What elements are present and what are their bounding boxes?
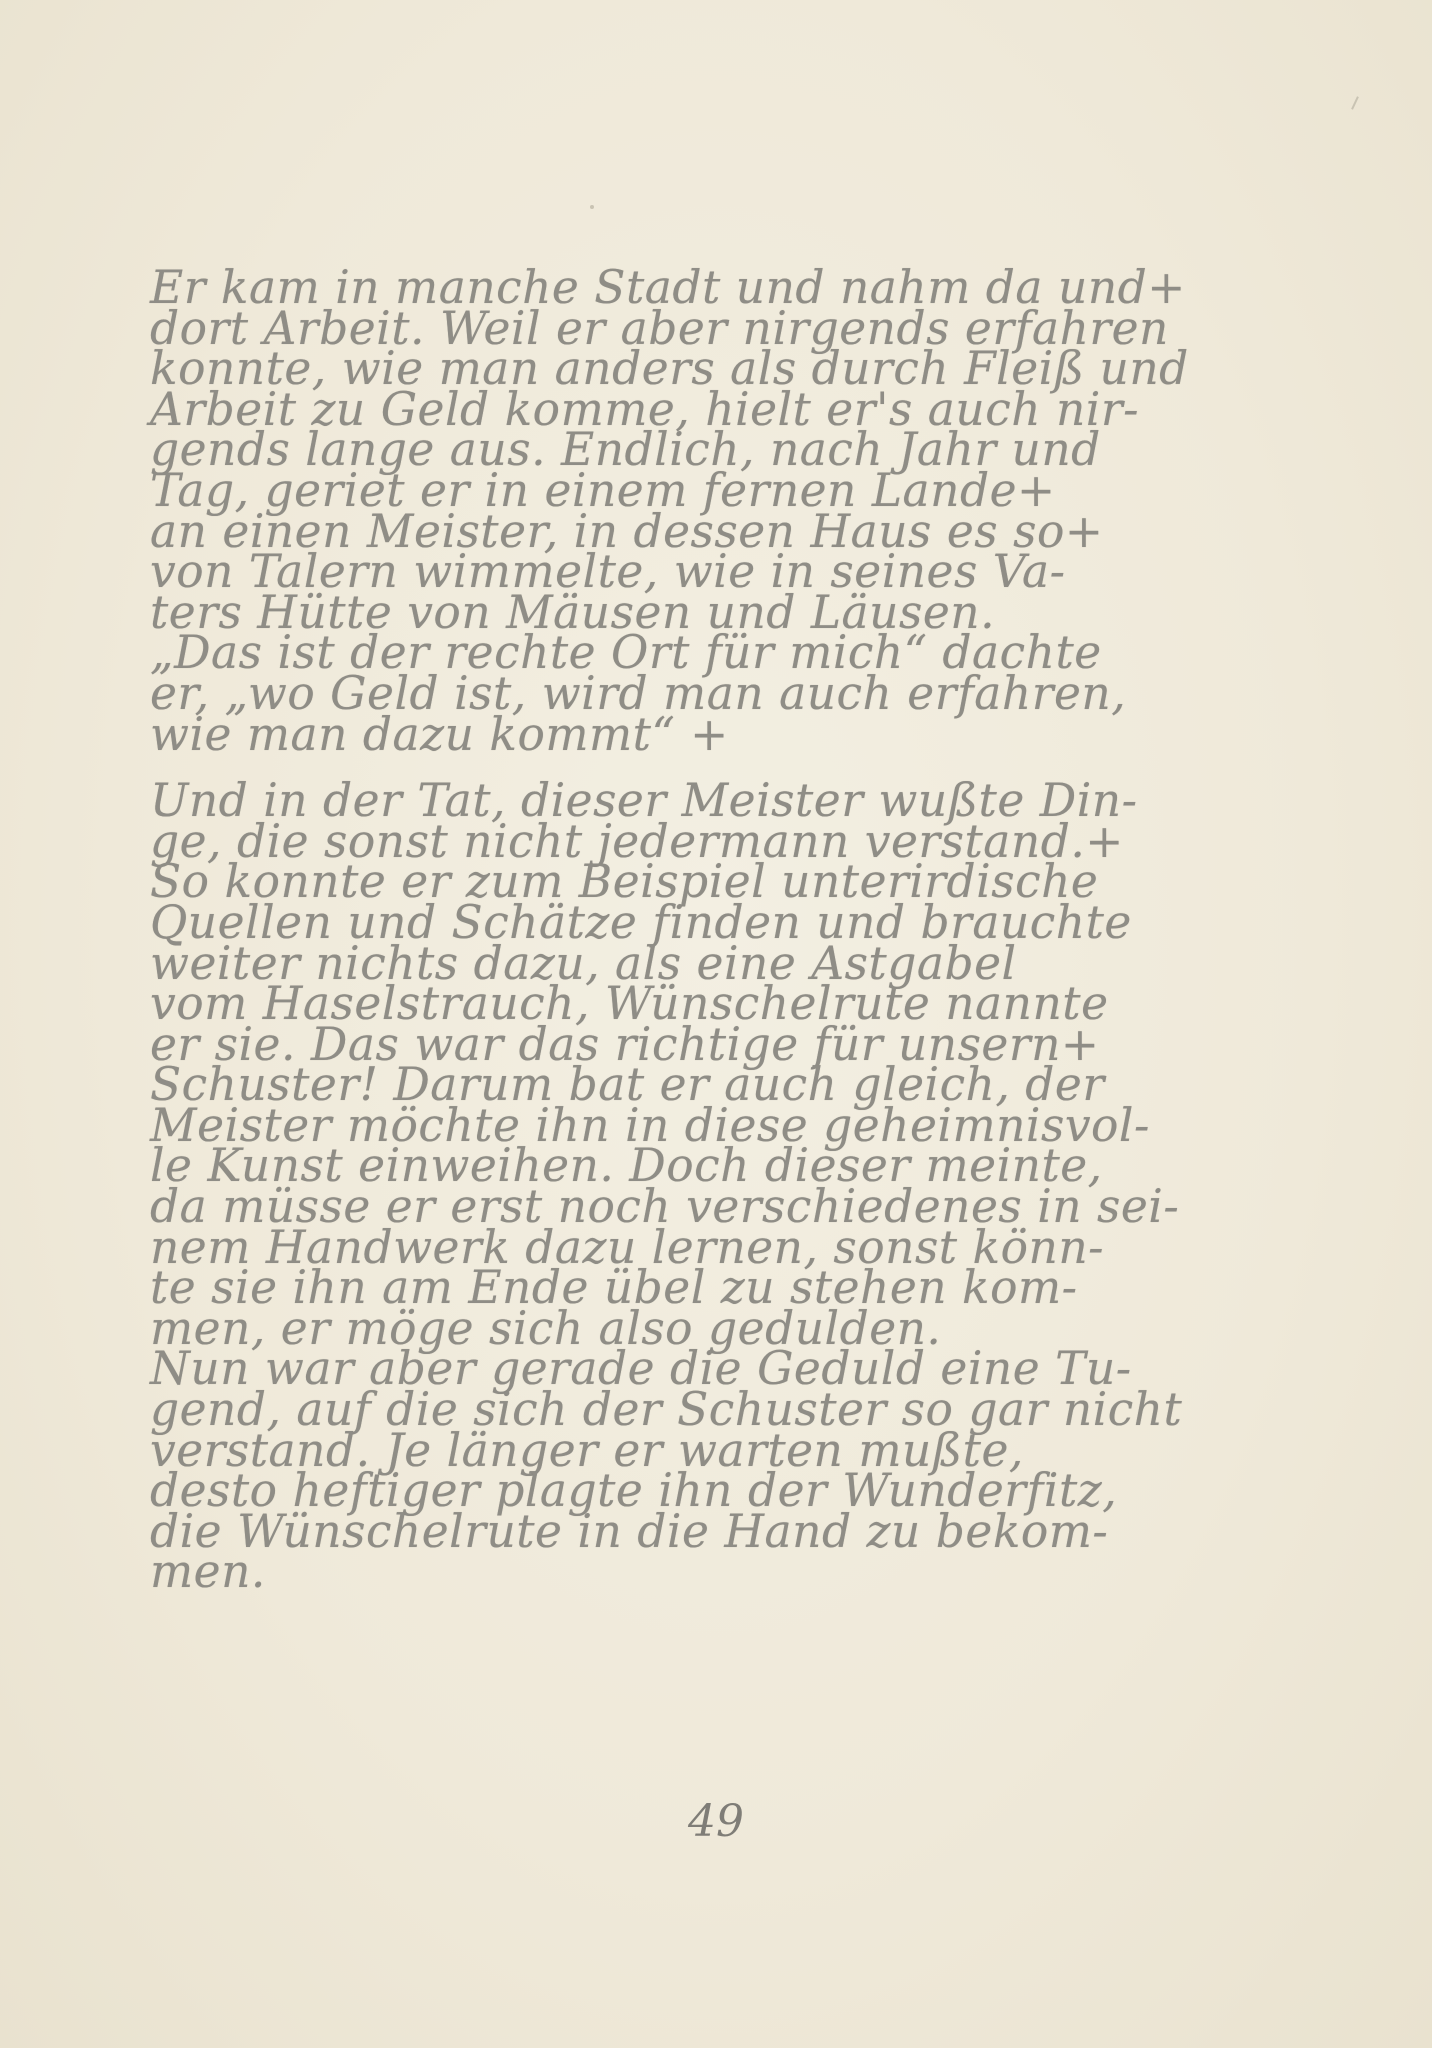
- text-line: gends lange aus. Endlich, nach Jahr und: [150, 423, 1101, 477]
- text-line: von Talern wimmelte, wie in seines Va-: [150, 545, 1066, 599]
- text-line: desto heftiger plagte ihn der Wunderfitz,: [150, 1464, 1118, 1518]
- text-line: an einen Meister, in dessen Haus es so+: [150, 504, 1104, 558]
- text-line: le Kunst einweihen. Doch dieser meinte,: [150, 1139, 1103, 1193]
- text-line: nem Handwerk dazu lernen, sonst könn-: [150, 1220, 1105, 1274]
- paper-speck: [590, 205, 594, 209]
- text-line: Schuster! Darum bat er auch gleich, der: [150, 1058, 1105, 1112]
- text-line: Und in der Tat, dieser Meister wußte Din-: [150, 774, 1138, 828]
- text-line: verstand. Je länger er warten mußte,: [150, 1423, 1024, 1477]
- text-line: weiter nichts dazu, als eine Astgabel: [150, 936, 1017, 990]
- paragraph-1: [150, 261, 1270, 761]
- text-line: dort Arbeit. Weil er aber nirgends erfahren: [150, 301, 1169, 355]
- text-line: men, er möge sich also gedulden.: [150, 1301, 942, 1355]
- text-line: gend, auf die sich der Schuster so gar nicht: [150, 1383, 1183, 1437]
- text-line: So konnte er zum Beispiel unterirdische: [150, 855, 1099, 909]
- text-line: Arbeit zu Geld komme, hielt er's auch nir-: [150, 382, 1139, 436]
- text-line: er sie. Das war das richtige für unsern+: [150, 1017, 1100, 1071]
- paper-mark: [1351, 96, 1359, 110]
- text-line: te sie ihn am Ende übel zu stehen kom-: [150, 1261, 1078, 1315]
- text-line: Er kam in manche Stadt und nahm da und+: [150, 261, 1186, 314]
- text-line: ters Hütte von Mäusen und Läusen.: [150, 585, 996, 639]
- text-line: wie man dazu kommt“ +: [150, 707, 729, 761]
- text-line: Nun war aber gerade die Geduld eine Tu-: [150, 1342, 1132, 1396]
- text-line: konnte, wie man anders als durch Fleiß und: [150, 342, 1189, 396]
- text-line: Tag, geriet er in einem fernen Lande+: [150, 463, 1056, 517]
- text-line: er, „wo Geld ist, wird man auch erfahren,: [150, 666, 1127, 720]
- text-line: Quellen und Schätze finden und brauchte: [150, 895, 1132, 949]
- text-line: „Das ist der rechte Ort für mich“ dachte: [150, 626, 1102, 680]
- text-line: ge, die sonst nicht jedermann verstand.+: [150, 814, 1124, 868]
- text-line: men.: [150, 1545, 266, 1599]
- handwritten-text-block: [150, 261, 1270, 1599]
- text-line: die Wünschelrute in die Hand zu bekom-: [150, 1504, 1109, 1558]
- text-line: vom Haselstrauch, Wünschelrute nannte: [150, 977, 1109, 1031]
- text-line: da müsse er erst noch verschiedenes in sei-: [150, 1180, 1180, 1234]
- paragraph-2: [150, 774, 1270, 1599]
- text-line: Meister möchte ihn in diese geheimnisvol-: [150, 1098, 1150, 1152]
- page-number: 49: [688, 1796, 744, 1847]
